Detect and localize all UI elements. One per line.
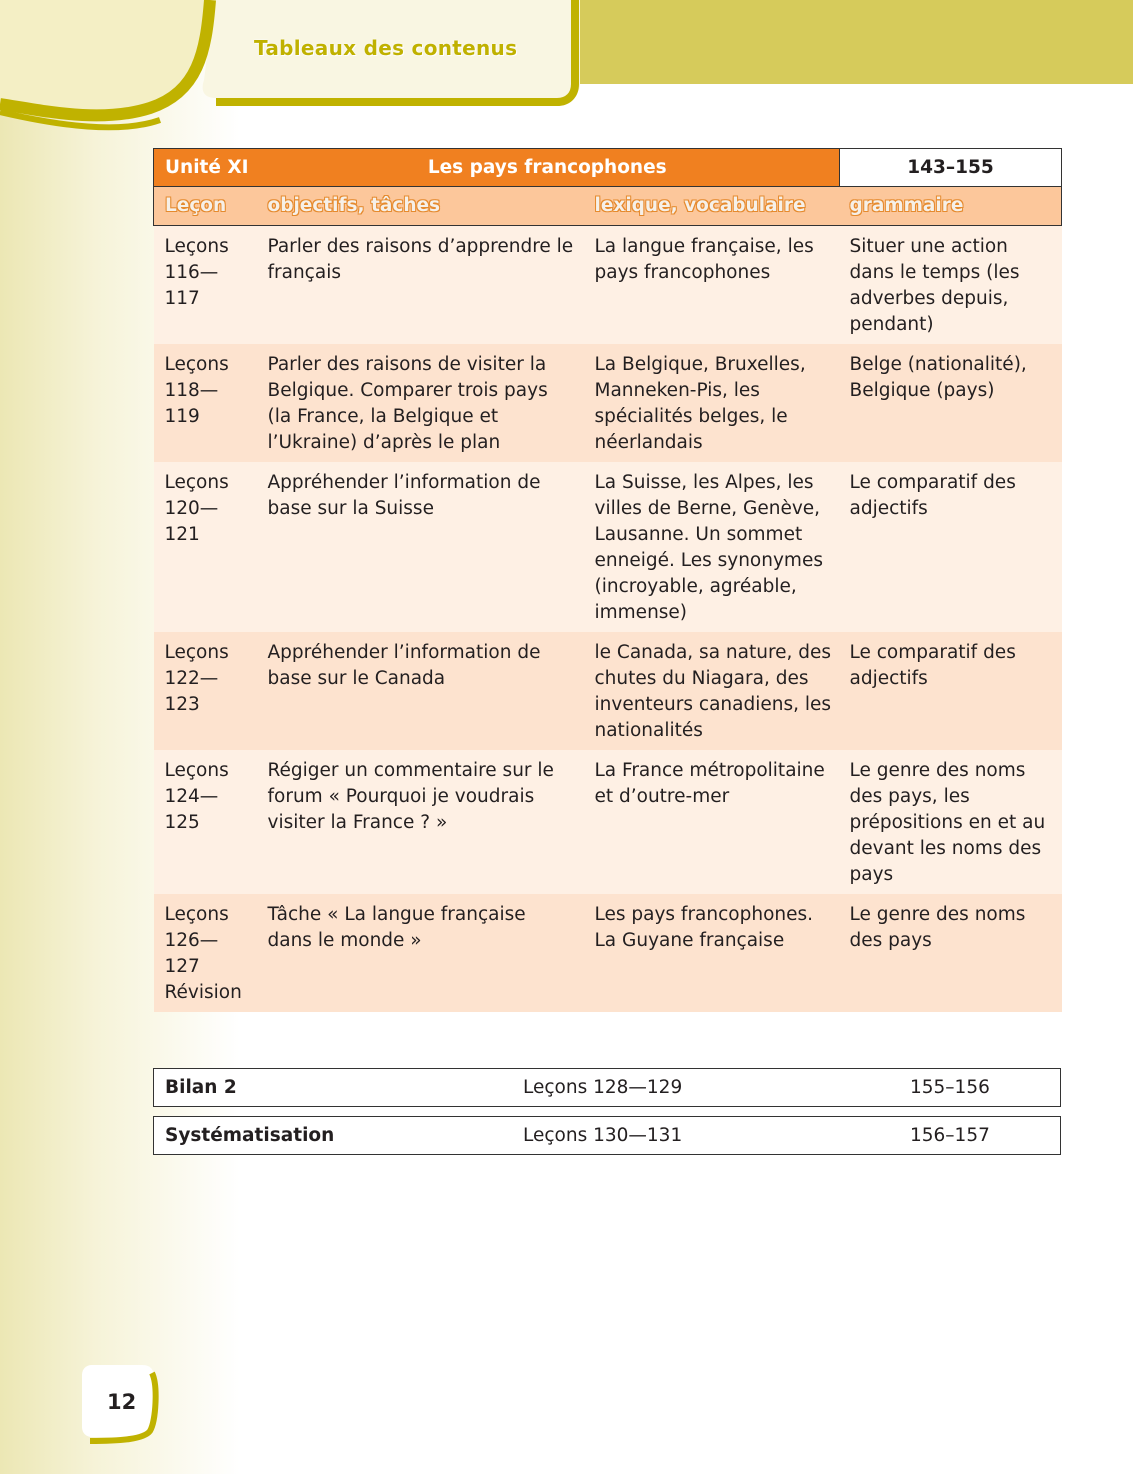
table-row	[154, 894, 1062, 1012]
bilan-pages: 155–156	[910, 1077, 990, 1098]
grammar-cell: Situer une action dans le temps (les adverbes depuis, pendant)	[840, 226, 1062, 345]
grammar-cell: Le genre des noms des pays	[840, 894, 1062, 1012]
objectives-cell: Tâche « La langue française dans le monde »	[256, 894, 585, 1012]
vocabulary-cell: La Belgique, Bruxelles, Manneken-Pis, les spécialités belges, le néerlandais	[585, 344, 840, 462]
table-row	[154, 750, 1062, 894]
objectives-cell: Régiger un commentaire sur le forum « Pourquoi je voudrais visiter la France ? »	[256, 750, 585, 894]
column-header-row	[154, 187, 1062, 226]
column-header-vocabulary: lexique, vocabulaire	[585, 187, 840, 226]
unit-pages: 143–155	[840, 149, 1062, 187]
unit-title: Les pays francophones	[256, 149, 840, 187]
header-band	[0, 0, 1133, 140]
grammar-cell: Belge (nationalité), Belgique (pays)	[840, 344, 1062, 462]
bilan-name: Bilan 2	[165, 1077, 237, 1098]
objectives-cell: Parler des raisons d’apprendre le français	[256, 226, 585, 345]
systematisation-row	[153, 1116, 1061, 1155]
section-title: Tableaux des contenus	[254, 36, 518, 60]
grammar-cell: Le genre des noms des pays, les prépositions en et au devant les noms des pays	[840, 750, 1062, 894]
systematisation-name: Systématisation	[165, 1125, 335, 1146]
table-row	[154, 344, 1062, 462]
lesson-cell: Leçons 118— 119	[154, 344, 256, 462]
column-header-lesson: Leçon	[154, 187, 256, 226]
table-row	[154, 462, 1062, 632]
bilan-lessons: Leçons 128—129	[523, 1077, 683, 1098]
objectives-cell: Parler des raisons de visiter la Belgique. Comparer trois pays (la France, la Belgique et l’Ukraine) d’après le plan	[256, 344, 585, 462]
systematisation-pages: 156–157	[910, 1125, 990, 1146]
grammar-cell: Le comparatif des adjectifs	[840, 632, 1062, 750]
vocabulary-cell: La langue française, les pays francophones	[585, 226, 840, 345]
column-header-grammar: grammaire	[840, 187, 1062, 226]
unit-label: Unité XI	[154, 149, 256, 187]
vocabulary-cell: le Canada, sa nature, des chutes du Niagara, des inventeurs canadiens, les nationalités	[585, 632, 840, 750]
column-header-objectives: objectifs, tâches	[256, 187, 585, 226]
page-number: 12	[107, 1390, 137, 1414]
lesson-cell: Leçons 120— 121	[154, 462, 256, 632]
objectives-cell: Appréhender l’information de base sur le Canada	[256, 632, 585, 750]
unit-header-row	[154, 149, 1062, 187]
objectives-cell: Appréhender l’information de base sur la Suisse	[256, 462, 585, 632]
content-table	[153, 148, 1062, 1012]
table-row	[154, 226, 1062, 345]
vocabulary-cell: La France métropolitaine et d’outre-mer	[585, 750, 840, 894]
table-row	[154, 632, 1062, 750]
lesson-cell: Leçons 126— 127 Révision	[154, 894, 256, 1012]
lesson-cell: Leçons 124— 125	[154, 750, 256, 894]
vocabulary-cell: La Suisse, les Alpes, les villes de Berne, Genève, Lausanne. Un sommet enneigé. Les synonymes (incroyable, agréable, immense)	[585, 462, 840, 632]
systematisation-lessons: Leçons 130—131	[523, 1125, 683, 1146]
bilan-row	[153, 1068, 1061, 1107]
grammar-cell: Le comparatif des adjectifs	[840, 462, 1062, 632]
lesson-cell: Leçons 116— 117	[154, 226, 256, 345]
lesson-cell: Leçons 122— 123	[154, 632, 256, 750]
vocabulary-cell: Les pays francophones. La Guyane française	[585, 894, 840, 1012]
